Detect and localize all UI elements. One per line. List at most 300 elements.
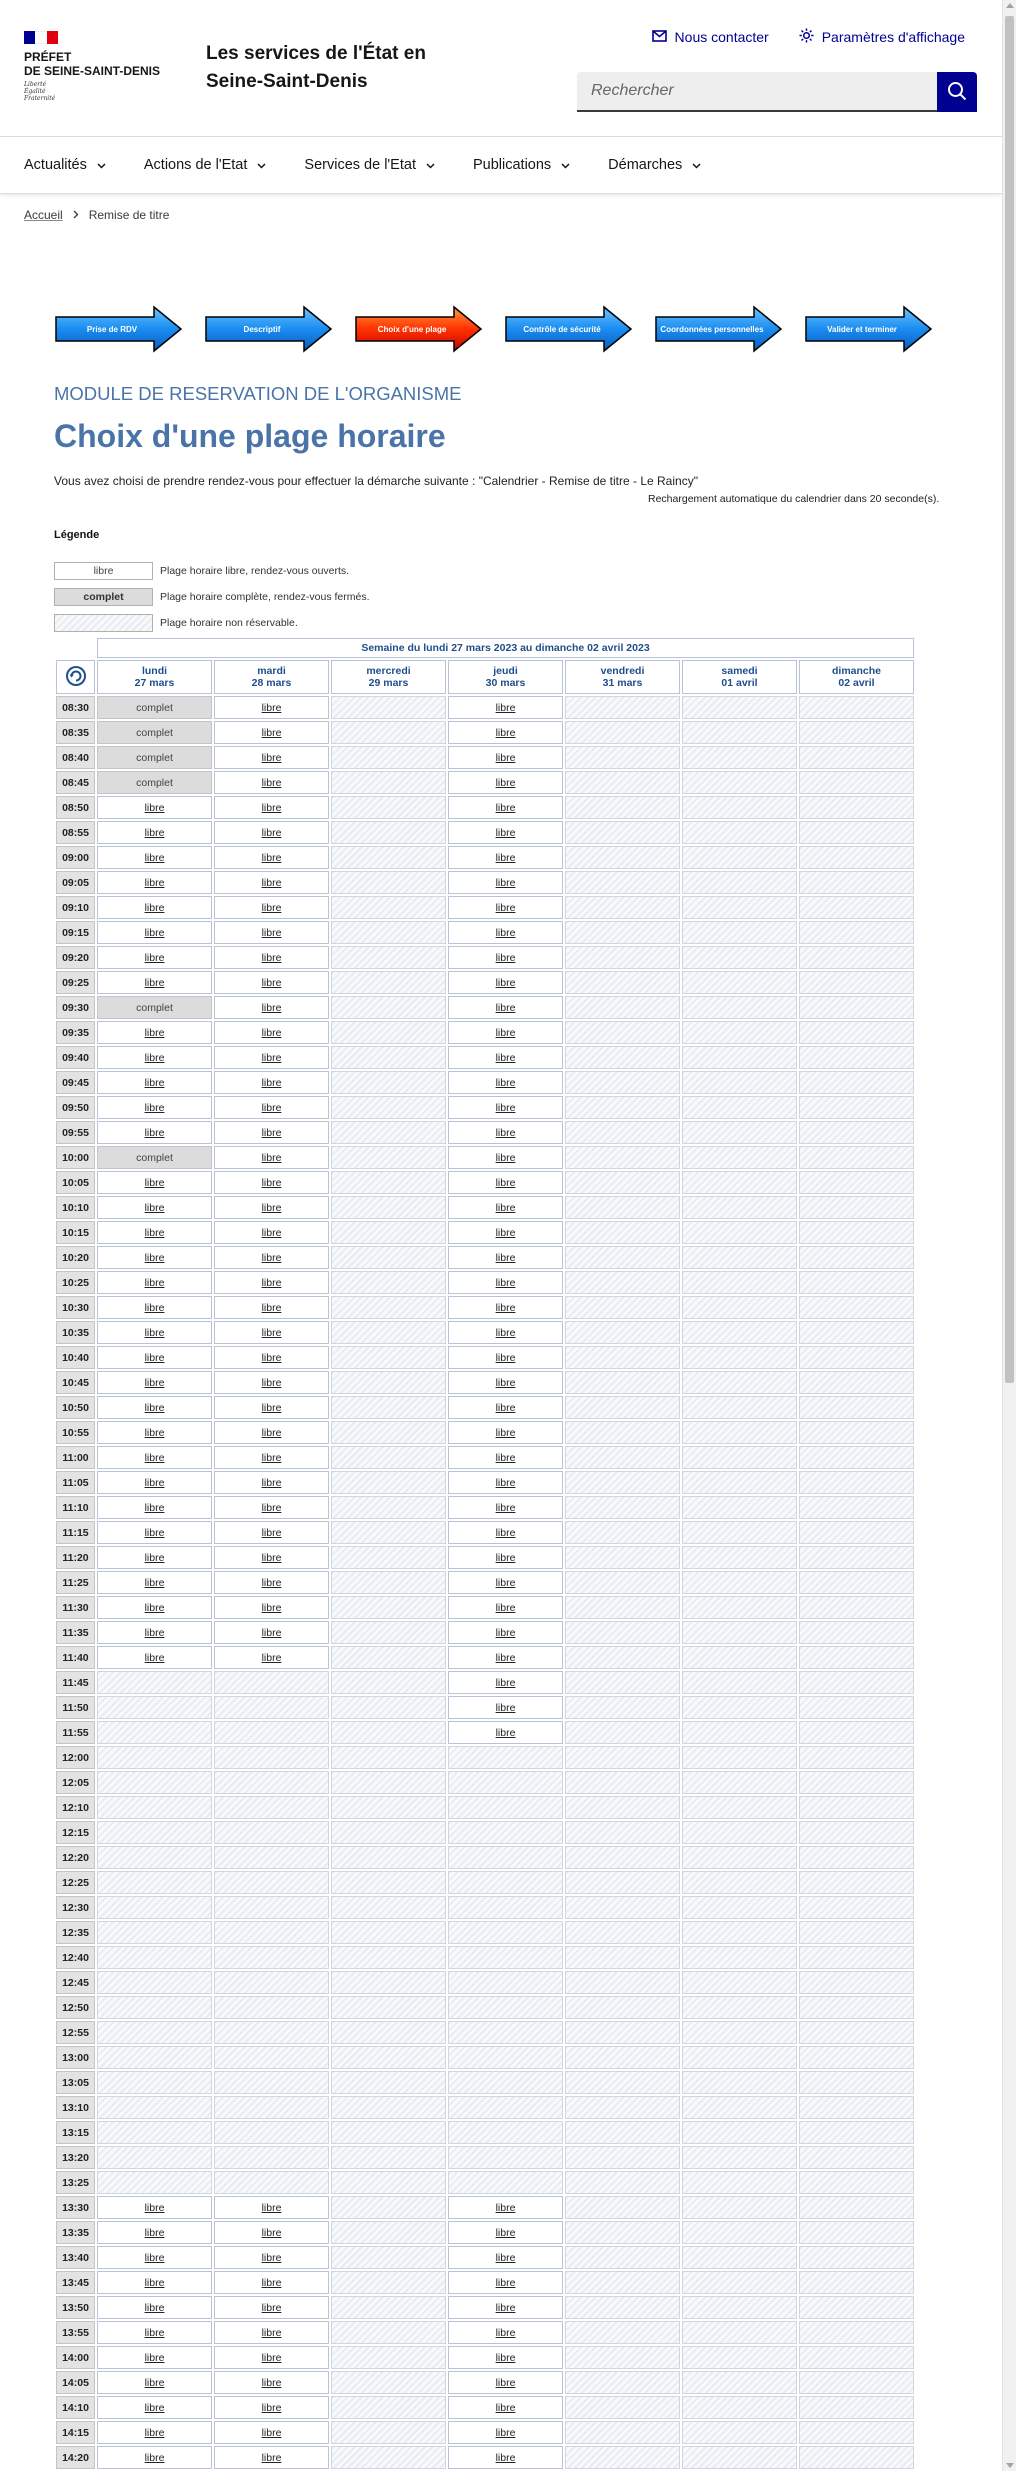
slot-free[interactable] (214, 1071, 329, 1094)
slot-free[interactable] (97, 1471, 212, 1494)
slot-free-link[interactable]: libre (495, 876, 516, 889)
slot-free-link[interactable]: libre (144, 2376, 165, 2389)
slot-free[interactable] (97, 1346, 212, 1369)
slot-free-link[interactable]: libre (144, 2226, 165, 2239)
slot-free[interactable] (214, 2271, 329, 2294)
slot-free[interactable] (448, 1546, 563, 1569)
slot-free-link[interactable]: libre (144, 1051, 165, 1064)
slot-free[interactable] (214, 1521, 329, 1544)
slot-free-link[interactable]: libre (495, 1351, 516, 1364)
slot-free[interactable] (214, 1346, 329, 1369)
slot-free-link[interactable]: libre (144, 1651, 165, 1664)
slot-free-link[interactable]: libre (495, 701, 516, 714)
slot-free-link[interactable]: libre (261, 1176, 282, 1189)
slot-free-link[interactable]: libre (261, 1276, 282, 1289)
slot-free-link[interactable]: libre (495, 2301, 516, 2314)
slot-free[interactable] (97, 921, 212, 944)
slot-free[interactable] (214, 1496, 329, 1519)
slot-free[interactable] (214, 871, 329, 894)
slot-free[interactable] (97, 1371, 212, 1394)
slot-free-link[interactable]: libre (144, 1551, 165, 1564)
slot-free[interactable] (448, 1196, 563, 1219)
slot-free[interactable] (448, 871, 563, 894)
slot-free-link[interactable]: libre (261, 901, 282, 914)
slot-free[interactable] (448, 1421, 563, 1444)
site-title[interactable]: Les services de l'État en Seine-Saint-Denis (206, 43, 426, 92)
slot-free[interactable] (214, 1421, 329, 1444)
slot-free-link[interactable]: libre (144, 2251, 165, 2264)
slot-free-link[interactable]: libre (495, 1176, 516, 1189)
slot-free[interactable] (214, 2221, 329, 2244)
slot-free-link[interactable]: libre (144, 1326, 165, 1339)
slot-free-link[interactable]: libre (144, 1101, 165, 1114)
slot-free[interactable] (97, 971, 212, 994)
slot-free-link[interactable]: libre (144, 1301, 165, 1314)
nav-item-actions-etat[interactable] (144, 137, 305, 193)
slot-free-link[interactable]: libre (261, 2201, 282, 2214)
slot-free[interactable] (448, 1671, 563, 1694)
slot-free-link[interactable]: libre (495, 1076, 516, 1089)
slot-free-link[interactable]: libre (144, 951, 165, 964)
slot-free[interactable] (97, 1221, 212, 1244)
slot-free-link[interactable]: libre (144, 876, 165, 889)
slot-free[interactable] (448, 1471, 563, 1494)
slot-free-link[interactable]: libre (261, 1001, 282, 1014)
slot-free-link[interactable]: libre (144, 926, 165, 939)
slot-free[interactable] (448, 2396, 563, 2419)
slot-free[interactable] (448, 971, 563, 994)
slot-free[interactable] (448, 1346, 563, 1369)
slot-free-link[interactable]: libre (495, 1226, 516, 1239)
slot-free-link[interactable]: libre (261, 2401, 282, 2414)
slot-free-link[interactable]: libre (495, 2226, 516, 2239)
slot-free-link[interactable]: libre (261, 1626, 282, 1639)
slot-free[interactable] (448, 1271, 563, 1294)
slot-free-link[interactable]: libre (261, 1526, 282, 1539)
slot-free-link[interactable]: libre (495, 801, 516, 814)
slot-free-link[interactable]: libre (144, 1226, 165, 1239)
slot-free[interactable] (214, 1171, 329, 1194)
slot-free[interactable] (214, 921, 329, 944)
slot-free-link[interactable]: libre (261, 1401, 282, 1414)
slot-free[interactable] (448, 2221, 563, 2244)
slot-free-link[interactable]: libre (495, 901, 516, 914)
slot-free-link[interactable]: libre (495, 1276, 516, 1289)
slot-free[interactable] (214, 2371, 329, 2394)
slot-free-link[interactable]: libre (495, 1151, 516, 1164)
slot-free-link[interactable]: libre (144, 1376, 165, 1389)
slot-free[interactable] (214, 2346, 329, 2369)
slot-free[interactable] (214, 2246, 329, 2269)
scroll-down-icon[interactable] (1006, 2463, 1014, 2468)
slot-free[interactable] (97, 1596, 212, 1619)
slot-free-link[interactable]: libre (495, 2201, 516, 2214)
slot-free[interactable] (214, 946, 329, 969)
slot-free-link[interactable]: libre (261, 726, 282, 739)
slot-free-link[interactable]: libre (261, 876, 282, 889)
slot-free-link[interactable]: libre (144, 1201, 165, 1214)
slot-free[interactable] (448, 896, 563, 919)
slot-free[interactable] (214, 1621, 329, 1644)
slot-free[interactable] (97, 1546, 212, 1569)
slot-free-link[interactable]: libre (495, 1551, 516, 1564)
slot-free-link[interactable]: libre (261, 1301, 282, 1314)
slot-free[interactable] (448, 1096, 563, 1119)
slot-free[interactable] (214, 696, 329, 719)
slot-free-link[interactable]: libre (144, 1526, 165, 1539)
slot-free[interactable] (214, 1246, 329, 1269)
slot-free[interactable] (97, 2221, 212, 2244)
slot-free-link[interactable]: libre (495, 2276, 516, 2289)
slot-free[interactable] (214, 2446, 329, 2469)
slot-free-link[interactable]: libre (495, 1451, 516, 1464)
slot-free[interactable] (448, 1696, 563, 1719)
slot-free-link[interactable]: libre (144, 2426, 165, 2439)
slot-free-link[interactable]: libre (495, 1726, 516, 1739)
slot-free[interactable] (214, 846, 329, 869)
slot-free-link[interactable]: libre (144, 826, 165, 839)
slot-free-link[interactable]: libre (261, 1551, 282, 1564)
slot-free-link[interactable]: libre (495, 1376, 516, 1389)
slot-free-link[interactable]: libre (495, 2326, 516, 2339)
slot-free-link[interactable]: libre (261, 1501, 282, 1514)
slot-free-link[interactable]: libre (144, 1176, 165, 1189)
slot-free-link[interactable]: libre (495, 1201, 516, 1214)
slot-free[interactable] (448, 2446, 563, 2469)
slot-free[interactable] (97, 871, 212, 894)
slot-free-link[interactable]: libre (495, 751, 516, 764)
slot-free-link[interactable]: libre (144, 1576, 165, 1589)
slot-free[interactable] (448, 2421, 563, 2444)
scroll-up-icon[interactable] (1006, 3, 1014, 8)
slot-free[interactable] (214, 771, 329, 794)
slot-free-link[interactable]: libre (261, 1126, 282, 1139)
slot-free[interactable] (214, 821, 329, 844)
slot-free-link[interactable]: libre (261, 826, 282, 839)
slot-free[interactable] (448, 1071, 563, 1094)
slot-free-link[interactable]: libre (261, 1326, 282, 1339)
slot-free[interactable] (448, 1396, 563, 1419)
nav-item-services-etat[interactable] (304, 137, 473, 193)
slot-free[interactable] (448, 771, 563, 794)
slot-free-link[interactable]: libre (261, 2276, 282, 2289)
slot-free-link[interactable]: libre (261, 1576, 282, 1589)
slot-free[interactable] (214, 1096, 329, 1119)
slot-free[interactable] (448, 1371, 563, 1394)
slot-free[interactable] (448, 946, 563, 969)
slot-free[interactable] (214, 1546, 329, 1569)
slot-free[interactable] (97, 1271, 212, 1294)
slot-free-link[interactable]: libre (495, 826, 516, 839)
slot-free-link[interactable]: libre (495, 1401, 516, 1414)
slot-free[interactable] (97, 1071, 212, 1094)
slot-free[interactable] (448, 1496, 563, 1519)
slot-free-link[interactable]: libre (144, 2401, 165, 2414)
slot-free[interactable] (97, 1096, 212, 1119)
slot-free-link[interactable]: libre (144, 1351, 165, 1364)
slot-free-link[interactable]: libre (144, 801, 165, 814)
slot-free[interactable] (97, 1121, 212, 1144)
slot-free[interactable] (214, 2396, 329, 2419)
slot-free-link[interactable]: libre (144, 851, 165, 864)
slot-free-link[interactable]: libre (495, 851, 516, 864)
slot-free[interactable] (97, 896, 212, 919)
slot-free[interactable] (448, 2321, 563, 2344)
slot-free[interactable] (448, 1296, 563, 1319)
slot-free-link[interactable]: libre (144, 2326, 165, 2339)
slot-free-link[interactable]: libre (261, 2376, 282, 2389)
slot-free-link[interactable]: libre (261, 1101, 282, 1114)
nav-item-publications[interactable] (473, 137, 608, 193)
slot-free-link[interactable]: libre (261, 1651, 282, 1664)
slot-free-link[interactable]: libre (261, 1351, 282, 1364)
slot-free-link[interactable]: libre (261, 1601, 282, 1614)
slot-free[interactable] (214, 796, 329, 819)
slot-free[interactable] (214, 2421, 329, 2444)
slot-free[interactable] (448, 846, 563, 869)
slot-free[interactable] (97, 1171, 212, 1194)
search-button[interactable] (937, 72, 977, 112)
slot-free[interactable] (97, 2446, 212, 2469)
slot-free-link[interactable]: libre (495, 1526, 516, 1539)
slot-free-link[interactable]: libre (495, 1026, 516, 1039)
slot-free[interactable] (448, 1321, 563, 1344)
slot-free[interactable] (214, 1471, 329, 1494)
slot-free-link[interactable]: libre (261, 1026, 282, 1039)
slot-free[interactable] (214, 1196, 329, 1219)
slot-free-link[interactable]: libre (144, 901, 165, 914)
slot-free[interactable] (448, 1571, 563, 1594)
slot-free[interactable] (214, 1446, 329, 1469)
slot-free-link[interactable]: libre (261, 1226, 282, 1239)
slot-free[interactable] (214, 1321, 329, 1344)
slot-free-link[interactable]: libre (495, 1326, 516, 1339)
slot-free[interactable] (448, 1621, 563, 1644)
slot-free-link[interactable]: libre (261, 1076, 282, 1089)
slot-free[interactable] (214, 1121, 329, 1144)
slot-free[interactable] (448, 721, 563, 744)
slot-free-link[interactable]: libre (261, 701, 282, 714)
slot-free-link[interactable]: libre (495, 1676, 516, 1689)
slot-free[interactable] (214, 971, 329, 994)
slot-free-link[interactable]: libre (495, 1426, 516, 1439)
slot-free-link[interactable]: libre (261, 1151, 282, 1164)
slot-free-link[interactable]: libre (495, 926, 516, 939)
slot-free-link[interactable]: libre (495, 776, 516, 789)
slot-free-link[interactable]: libre (495, 1126, 516, 1139)
slot-free-link[interactable]: libre (495, 1001, 516, 1014)
slot-free[interactable] (448, 2296, 563, 2319)
slot-free-link[interactable]: libre (144, 1401, 165, 1414)
slot-free[interactable] (214, 1396, 329, 1419)
slot-free-link[interactable]: libre (144, 2351, 165, 2364)
slot-free-link[interactable]: libre (144, 1276, 165, 1289)
slot-free[interactable] (214, 1021, 329, 1044)
slot-free-link[interactable]: libre (261, 2451, 282, 2464)
slot-free[interactable] (448, 921, 563, 944)
slot-free-link[interactable]: libre (495, 951, 516, 964)
slot-free[interactable] (97, 2196, 212, 2219)
slot-free-link[interactable]: libre (144, 976, 165, 989)
slot-free-link[interactable]: libre (144, 2276, 165, 2289)
slot-free-link[interactable]: libre (495, 1051, 516, 1064)
slot-free-link[interactable]: libre (261, 1451, 282, 1464)
slot-free[interactable] (97, 1321, 212, 1344)
slot-free-link[interactable]: libre (144, 1426, 165, 1439)
slot-free[interactable] (214, 1646, 329, 1669)
display-settings-button[interactable] (799, 28, 965, 46)
slot-free[interactable] (214, 996, 329, 1019)
slot-free[interactable] (448, 2246, 563, 2269)
slot-free-link[interactable]: libre (261, 1426, 282, 1439)
slot-free[interactable] (214, 1271, 329, 1294)
slot-free-link[interactable]: libre (261, 976, 282, 989)
slot-free[interactable] (97, 1296, 212, 1319)
slot-free[interactable] (448, 1121, 563, 1144)
slot-free[interactable] (448, 746, 563, 769)
slot-free-link[interactable]: libre (261, 2226, 282, 2239)
slot-free-link[interactable]: libre (261, 2251, 282, 2264)
slot-free-link[interactable]: libre (144, 2201, 165, 2214)
slot-free[interactable] (448, 696, 563, 719)
slot-free[interactable] (448, 1721, 563, 1744)
slot-free-link[interactable]: libre (495, 1651, 516, 1664)
slot-free-link[interactable]: libre (261, 951, 282, 964)
slot-free[interactable] (97, 2296, 212, 2319)
nav-item-actualites[interactable] (24, 137, 144, 193)
slot-free[interactable] (214, 896, 329, 919)
slot-free[interactable] (448, 2271, 563, 2294)
search-input[interactable] (577, 72, 937, 112)
breadcrumb-home-link[interactable]: Accueil (24, 208, 63, 222)
refresh-button[interactable] (56, 660, 95, 694)
slot-free-link[interactable]: libre (261, 2351, 282, 2364)
slot-free[interactable] (97, 1446, 212, 1469)
slot-free-link[interactable]: libre (495, 2251, 516, 2264)
slot-free-link[interactable]: libre (261, 1051, 282, 1064)
slot-free-link[interactable]: libre (144, 1501, 165, 1514)
slot-free-link[interactable]: libre (144, 1251, 165, 1264)
slot-free-link[interactable]: libre (144, 2451, 165, 2464)
slot-free[interactable] (448, 1021, 563, 1044)
slot-free[interactable] (214, 721, 329, 744)
slot-free-link[interactable]: libre (495, 2426, 516, 2439)
slot-free[interactable] (214, 2196, 329, 2219)
slot-free-link[interactable]: libre (495, 976, 516, 989)
slot-free-link[interactable]: libre (261, 751, 282, 764)
slot-free[interactable] (97, 1021, 212, 1044)
slot-free[interactable] (214, 1596, 329, 1619)
slot-free[interactable] (97, 2246, 212, 2269)
slot-free[interactable] (448, 821, 563, 844)
slot-free[interactable] (97, 2371, 212, 2394)
slot-free-link[interactable]: libre (261, 2326, 282, 2339)
slot-free-link[interactable]: libre (495, 1251, 516, 1264)
slot-free[interactable] (448, 1046, 563, 1069)
slot-free[interactable] (97, 2321, 212, 2344)
slot-free-link[interactable]: libre (261, 1201, 282, 1214)
slot-free[interactable] (214, 1146, 329, 1169)
slot-free-link[interactable]: libre (495, 1601, 516, 1614)
prefecture-logo[interactable] (24, 31, 174, 102)
slot-free-link[interactable]: libre (261, 926, 282, 939)
slot-free[interactable] (97, 2271, 212, 2294)
slot-free[interactable] (448, 1646, 563, 1669)
slot-free-link[interactable]: libre (261, 1476, 282, 1489)
slot-free[interactable] (214, 1046, 329, 1069)
slot-free-link[interactable]: libre (495, 2451, 516, 2464)
slot-free[interactable] (214, 2321, 329, 2344)
slot-free[interactable] (448, 1521, 563, 1544)
slot-free[interactable] (97, 821, 212, 844)
slot-free-link[interactable]: libre (495, 2351, 516, 2364)
slot-free[interactable] (214, 2296, 329, 2319)
scrollbar-thumb[interactable] (1005, 16, 1014, 1383)
slot-free[interactable] (97, 1196, 212, 1219)
slot-free[interactable] (97, 1396, 212, 1419)
slot-free[interactable] (97, 1621, 212, 1644)
slot-free[interactable] (214, 1371, 329, 1394)
slot-free-link[interactable]: libre (495, 726, 516, 739)
slot-free[interactable] (448, 996, 563, 1019)
slot-free[interactable] (448, 1446, 563, 1469)
slot-free[interactable] (448, 1596, 563, 1619)
slot-free[interactable] (214, 746, 329, 769)
slot-free-link[interactable]: libre (495, 1501, 516, 1514)
slot-free[interactable] (448, 796, 563, 819)
slot-free-link[interactable]: libre (261, 1376, 282, 1389)
slot-free-link[interactable]: libre (144, 1076, 165, 1089)
slot-free[interactable] (97, 1496, 212, 1519)
slot-free-link[interactable]: libre (144, 1626, 165, 1639)
slot-free[interactable] (97, 2421, 212, 2444)
slot-free-link[interactable]: libre (495, 1576, 516, 1589)
slot-free-link[interactable]: libre (495, 1101, 516, 1114)
slot-free-link[interactable]: libre (144, 1451, 165, 1464)
nav-item-demarches[interactable] (608, 137, 739, 193)
slot-free[interactable] (448, 1221, 563, 1244)
slot-free[interactable] (97, 1046, 212, 1069)
slot-free[interactable] (214, 1296, 329, 1319)
slot-free[interactable] (97, 846, 212, 869)
slot-free-link[interactable]: libre (261, 776, 282, 789)
slot-free-link[interactable]: libre (495, 2376, 516, 2389)
slot-free[interactable] (97, 1421, 212, 1444)
slot-free-link[interactable]: libre (144, 1126, 165, 1139)
slot-free-link[interactable]: libre (495, 1701, 516, 1714)
slot-free[interactable] (97, 946, 212, 969)
slot-free-link[interactable]: libre (495, 2401, 516, 2414)
slot-free-link[interactable]: libre (144, 2301, 165, 2314)
slot-free-link[interactable]: libre (261, 1251, 282, 1264)
slot-free-link[interactable]: libre (144, 1476, 165, 1489)
slot-free-link[interactable]: libre (261, 2301, 282, 2314)
slot-free[interactable] (214, 1221, 329, 1244)
slot-free[interactable] (97, 1521, 212, 1544)
slot-free[interactable] (97, 2346, 212, 2369)
slot-free-link[interactable]: libre (495, 1476, 516, 1489)
slot-free-link[interactable]: libre (261, 851, 282, 864)
slot-free[interactable] (97, 796, 212, 819)
slot-free[interactable] (448, 2346, 563, 2369)
slot-free[interactable] (97, 1646, 212, 1669)
slot-free[interactable] (448, 1146, 563, 1169)
slot-free-link[interactable]: libre (495, 1626, 516, 1639)
slot-free-link[interactable]: libre (261, 2426, 282, 2439)
slot-free-link[interactable]: libre (495, 1301, 516, 1314)
page-scrollbar[interactable] (1002, 0, 1016, 2471)
slot-free[interactable] (97, 1246, 212, 1269)
